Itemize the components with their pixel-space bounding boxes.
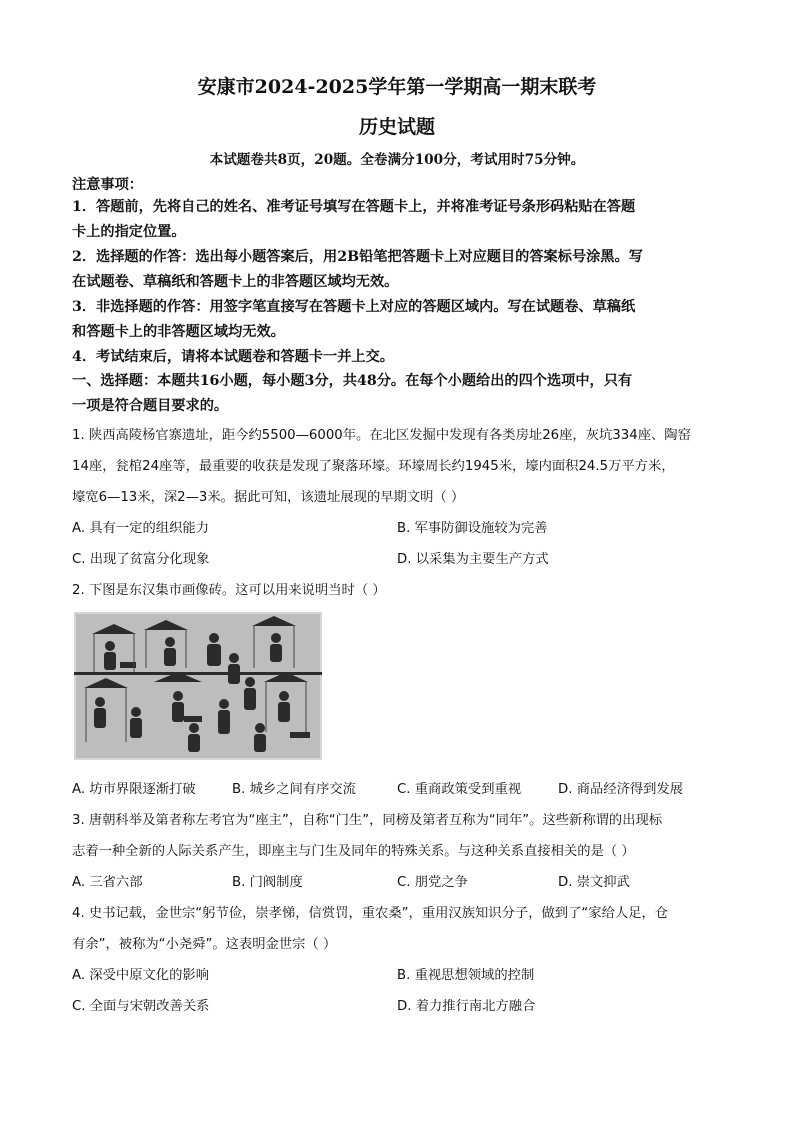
notice-line: 在试题卷、草稿纸和答题卡上的非答题区域均无效。	[72, 274, 399, 290]
question-3-text: 志着一种全新的人际关系产生，即座主与门生及同年的特殊关系。与这种关系直接相关的是（ ）	[72, 844, 635, 859]
question-3-option-c: C. 朋党之争	[397, 875, 468, 890]
question-2-option-b: B. 城乡之间有序交流	[232, 782, 356, 797]
notice-line: 4．考试结束后，请将本试题卷和答题卡一并上交。	[72, 349, 394, 365]
question-4-text: 4. 史书记载，金世宗“躬节俭，崇孝悌，信赏罚，重农桑”，重用汉族知识分子，做到了“家给人足，仓	[72, 906, 669, 921]
section-heading: 一项是符合题目要求的。	[72, 398, 229, 414]
notice-heading: 注意事项：	[72, 177, 143, 193]
exam-info: 本试题卷共8页，20题。全卷满分100分，考试用时75分钟。	[209, 152, 585, 168]
question-3-option-d: D. 崇文抑武	[558, 875, 630, 890]
question-1-option-a: A. 具有一定的组织能力	[72, 521, 209, 536]
exam-title: 安康市2024-2025学年第一学期高一期末联考	[197, 76, 597, 98]
question-4-option-b: B. 重视思想领域的控制	[397, 968, 535, 983]
question-1-text: 14座，瓮棺24座等，最重要的收获是发现了聚落环壕。环壕周长约1945米，壕内面积24.5万平方米，	[72, 459, 675, 474]
question-3-text: 3. 唐朝科举及第者称左考官为“座主”，自称“门生”，同榜及第者互称为“同年”。这些新称谓的出现标	[72, 813, 663, 828]
question-1-option-d: D. 以采集为主要生产方式	[397, 552, 549, 567]
question-4-option-a: A. 深受中原文化的影响	[72, 968, 209, 983]
notice-line: 2．选择题的作答：选出每小题答案后，用2B铅笔把答题卡上对应题目的答案标号涂黑。写	[72, 249, 643, 265]
question-1-option-b: B. 军事防御设施较为完善	[397, 521, 548, 536]
question-2-text: 2. 下图是东汉集市画像砖。这可以用来说明当时（ ）	[72, 583, 386, 598]
notice-line: 3．非选择题的作答：用签字笔直接写在答题卡上对应的答题区域内。写在试题卷、草稿纸	[72, 299, 636, 315]
question-2-option-a: A. 坊市界限逐渐打破	[72, 782, 196, 797]
question-4-text: 有余”，被称为“小尧舜”。这表明金世宗（ ）	[72, 937, 337, 952]
question-2-option-c: C. 重商政策受到重视	[397, 782, 522, 797]
question-2-option-d: D. 商品经济得到发展	[558, 782, 684, 797]
question-3-option-b: B. 门阀制度	[232, 875, 303, 890]
question-4-option-c: C. 全面与宋朝改善关系	[72, 999, 210, 1014]
question-1-text: 1. 陕西高陵杨官寨遗址，距今约5500—6000年。在北区发掘中发现有各类房址26座，灰坑334座、陶窑	[72, 428, 691, 443]
question-1-text: 壕宽6—13米，深2—3米。据此可知，该遗址展现的早期文明（ ）	[72, 490, 465, 505]
notice-line: 1．答题前，先将自己的姓名、准考证号填写在答题卡上，并将准考证号条形码粘贴在答题	[72, 199, 636, 215]
question-3-option-a: A. 三省六部	[72, 875, 143, 890]
question-4-option-d: D. 着力推行南北方融合	[397, 999, 536, 1014]
notice-line: 卡上的指定位置。	[72, 224, 186, 240]
question-1-option-c: C. 出现了贫富分化现象	[72, 552, 210, 567]
subject-title: 历史试题	[358, 116, 435, 138]
section-heading: 一、选择题：本题共16小题，每小题3分，共48分。在每个小题给出的四个选项中，只有	[72, 373, 633, 389]
notice-line: 和答题卡上的非答题区域均无效。	[72, 324, 285, 340]
han-market-brick-relief-image	[74, 612, 322, 760]
